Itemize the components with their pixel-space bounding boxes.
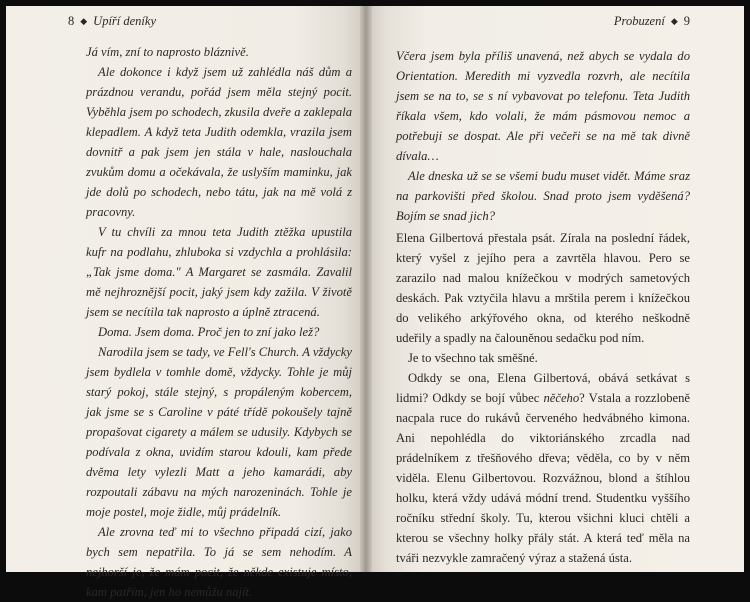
right-diary-paragraph: Včera jsem byla příliš unavená, než abych se vydala do Orientation. Meredith mi vyzvedla rozvrh, ale necítila jsem se na to, se s ní vybavovat po telefonu. Teta Judith říkala všem, kdo volali, že mám pásmovou nemoc a potřebuji se dospat. Ale při večeři se na mě tak divně dívala… — [396, 49, 690, 163]
left-paragraph: Ale zrovna teď mi to všechno připadá cizí, jako bych sem nepatřila. To já se sem nehodím. A nejhorší je, že mám pocit, že někde existuje místo, kam patřím, jen ho nemůžu najít. — [86, 525, 352, 599]
right-paragraph: Je to všechno tak směšné. — [408, 351, 538, 365]
right-paragraph-text: Odkdy se ona, Elena Gilbertová, obává setkávat s lidmi? Odkdy se bojí vůbec — [396, 371, 690, 405]
left-running-head-title: Upíří deníky — [93, 14, 157, 28]
right-paragraph: Elena Gilbertová přestala psát. Zírala na poslední řádek, který vyšel z jejího pera a zavrtěla hlavou. Pero se zarazilo nad malou knížečkou v modrých sametových deskách. Pak vztyčila hlavu a mrštila perem i knížečkou do velikého arkýřového okna, od kterého neškodně udeřily a spadly na čalouněnou sedačku pod ním. — [396, 231, 690, 345]
left-paragraph: Narodila jsem se tady, ve Fell's Church. A vždycky jsem bydlela v tomhle domě, vždycky. Tohle je můj starý pokoj, stále stejný, s propáleným kobercem, jak jsme se s Caroline v páté třídě pokoušely tajně propašovat cigarety a málem se udusily. Kdybych se podívala z okna, uvidím starou kdouli, kam přede dvěma lety vylezli Matt a jeho kamarádi, aby rozpoutali zábavu na mých narozeninách. Tohle je moje postel, moje židle, můj prádelník. — [86, 345, 352, 519]
left-paragraph: Ale dokonce i když jsem už zahlédla náš dům a prázdnou verandu, pořád jsem měla stejný pocit. Vyběhla jsem po schodech, zkusila dveře a zaklepala klepadlem. A když teta Judith odemkla, vrazila jsem dovnitř a pak jsem jen stála v hale, naslouchala zvukům domu a očekávala, že uslyším maminku, jak jde dolů po schodech, nebo tátu, jak na mě volá z pracovny. — [86, 65, 352, 219]
left-paragraph: Doma. Jsem doma. Proč jen to zní jako lež? — [98, 325, 320, 339]
left-page-number: 8 — [68, 14, 75, 28]
emphasized-word: něčeho — [543, 391, 580, 405]
right-running-head-title: Probuzení — [613, 14, 665, 28]
right-page-number: 9 — [683, 14, 690, 28]
right-paragraph-text: ? Vstala a rozzlobeně nacpala ruce do rukávů červeného hedvábného kimona. Ani nepohlédla do viktoriánského zrcadla nad prádelníkem z třešňového dřeva; věděla, co by v něm viděla. Elenu Gilbertovou. Rozvážnou, blond a štíhlou holku, která vždy udává módní trend. Studentku vyššího ročníku střední školy. Tu, kterou všichni kluci chtěli a kterou se všechny holky přály stát. A která teď měla na tváři nezvykle zamračený výraz a stažená ústa. — [396, 391, 691, 565]
diamond-ornament-icon: ◆ — [80, 16, 88, 26]
right-narrative-text — [396, 228, 690, 568]
right-paragraph — [396, 368, 690, 568]
book-gutter — [360, 6, 372, 572]
right-diary-paragraph: Ale dneska už se se všemi budu muset vidět. Máme sraz na parkovišti před školou. Snad proto jsem vyděšená? Bojím se snad jich? — [396, 169, 690, 223]
left-paragraph: V tu chvíli za mnou teta Judith ztěžka upustila kufr na podlahu, zhluboka si vzdychla a prohlásila: „Tak jsme doma." A Margaret se zasmála. Zavalil mě nejhroznější pocit, jaký jsem kdy zažila. V životě jsem se necítila tak naprosto a úplně ztracená. — [86, 225, 352, 319]
left-paragraph: Já vím, zní to naprosto bláznivě. — [86, 45, 249, 59]
diamond-ornament-icon: ◆ — [670, 16, 678, 26]
right-diary-text — [396, 46, 690, 226]
left-body-text — [86, 42, 352, 602]
left-running-head — [68, 14, 156, 29]
right-running-head — [614, 14, 690, 29]
right-page — [366, 6, 744, 572]
left-page — [6, 6, 366, 599]
